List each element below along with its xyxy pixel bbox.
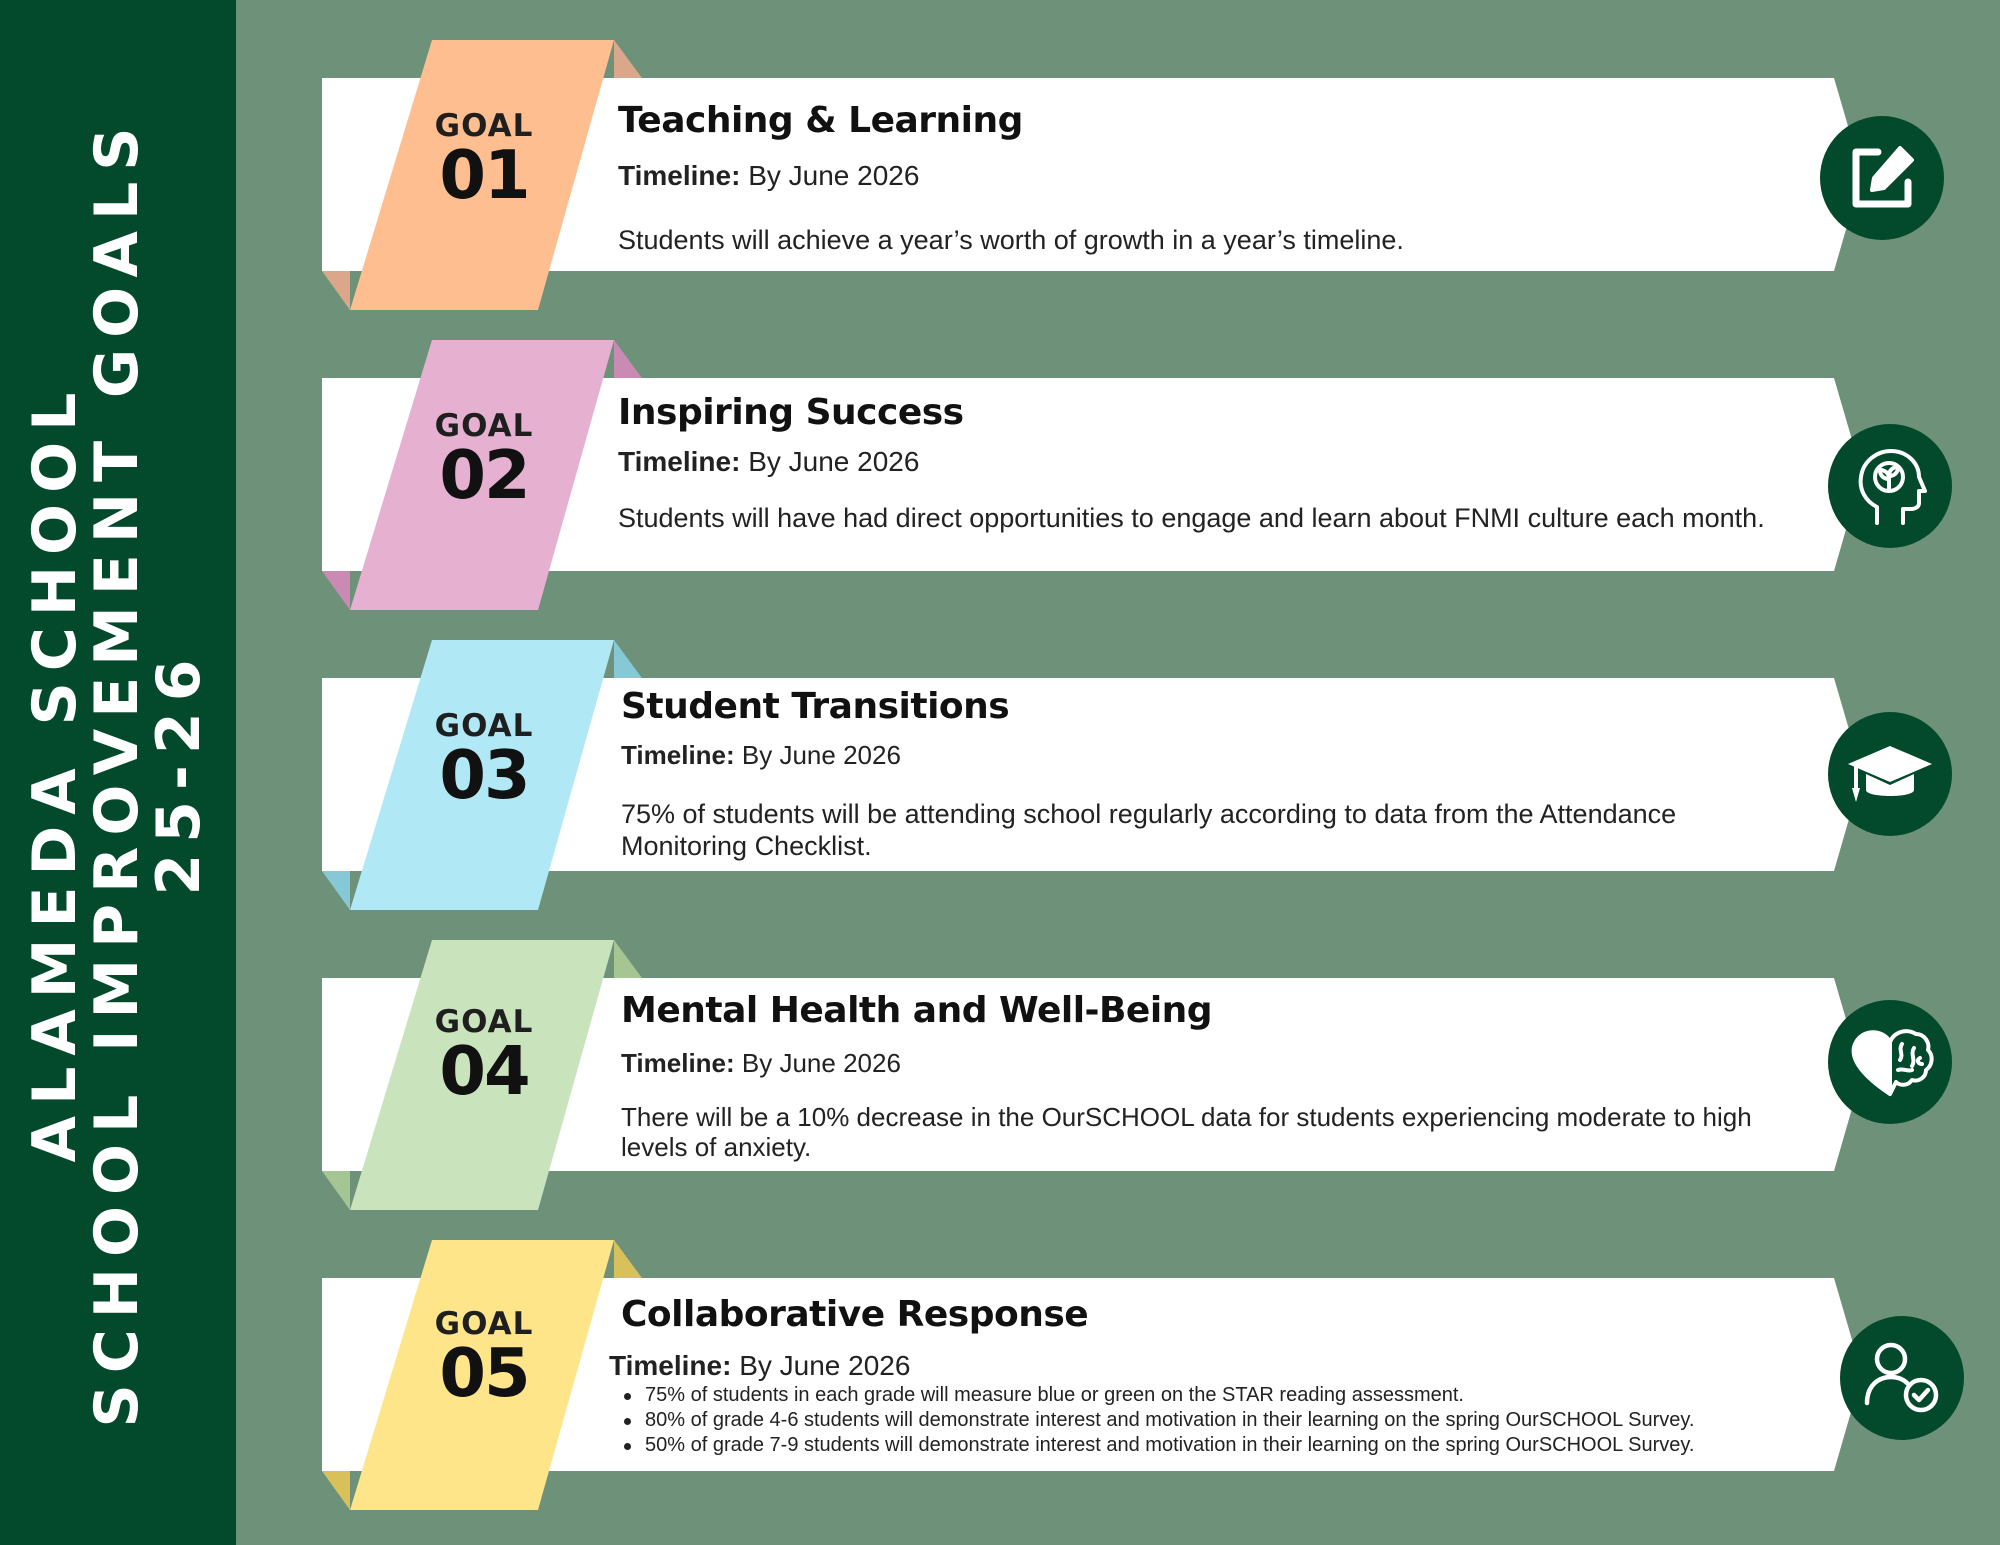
goal-card-03 [0,640,2000,910]
timeline-label: Timeline: [609,1350,732,1381]
timeline-label: Timeline: [621,740,735,770]
timeline-label: Timeline: [618,160,741,191]
goal-timeline [621,1048,901,1079]
goal-label: GOAL [434,1306,534,1342]
timeline-value: By June 2026 [748,160,920,191]
user-check-icon [1857,1333,1947,1423]
goal-description: Students will have had direct opportunities to engage and learn about FNMI culture each month. [618,503,1765,533]
timeline-value: By June 2026 [739,1350,911,1381]
heart-brain-icon [1842,1014,1938,1110]
goal-timeline [621,740,901,771]
goal-title: Teaching & Learning [618,100,1023,141]
goal-number: 03 [439,736,529,814]
goal-title: Mental Health and Well-Being [621,990,1213,1031]
goal-number: 02 [439,436,529,514]
document-heading: SCHOOL IMPROVEMENT GOALS 25-26 [82,116,214,1428]
goal-card-02 [0,340,2000,610]
school-name: ALAMEDA SCHOOL [20,381,91,1163]
goal-label: GOAL [434,408,534,444]
edit-note-icon [1842,138,1922,218]
goal-timeline [609,1350,910,1382]
goal-card-04 [0,940,2000,1210]
graduation-cap-icon [1842,726,1938,822]
goal-icon-badge [1820,116,1944,240]
goal-title: Inspiring Success [618,392,964,433]
list-item: 50% of grade 7-9 students will demonstrate interest and motivation in their learning on the spring OurSCHOOL Survey. [615,1433,1694,1458]
goal-timeline [618,160,919,192]
goal-icon-badge [1828,424,1952,548]
goal-label: GOAL [434,108,534,144]
goal-icon-badge [1828,1000,1952,1124]
goal-card-05 [0,1240,2000,1510]
timeline-label: Timeline: [618,446,741,477]
goal-icon-badge [1840,1316,1964,1440]
timeline-value: By June 2026 [741,1048,901,1078]
timeline-label: Timeline: [621,1048,735,1078]
head-sprout-icon [1847,443,1933,529]
goal-label: GOAL [434,1004,534,1040]
goal-number: 01 [439,136,529,214]
goal-description: Students will achieve a year’s worth of growth in a year’s timeline. [618,225,1404,255]
goal-number: 05 [439,1334,529,1412]
goal-title: Student Transitions [621,686,1010,727]
goal-icon-badge [1828,712,1952,836]
goal-label: GOAL [434,708,534,744]
goal-card-01 [0,40,2000,310]
goal-number: 04 [439,1032,529,1110]
goal-title: Collaborative Response [621,1294,1089,1335]
goal-description: 75% of students will be attending school regularly according to data from the Attendance Monitoring Checklist. [621,799,1677,861]
list-item: 75% of students in each grade will measure blue or green on the STAR reading assessment. [615,1383,1694,1408]
goal-timeline [618,446,919,478]
timeline-value: By June 2026 [748,446,920,477]
timeline-value: By June 2026 [741,740,901,770]
goal-description: There will be a 10% decrease in the OurSCHOOL data for students experiencing moderate to high levels of anxiety. [621,1102,1752,1162]
goal-bullet-list [615,1383,1694,1458]
list-item: 80% of grade 4-6 students will demonstrate interest and motivation in their learning on the spring OurSCHOOL Survey. [615,1408,1694,1433]
